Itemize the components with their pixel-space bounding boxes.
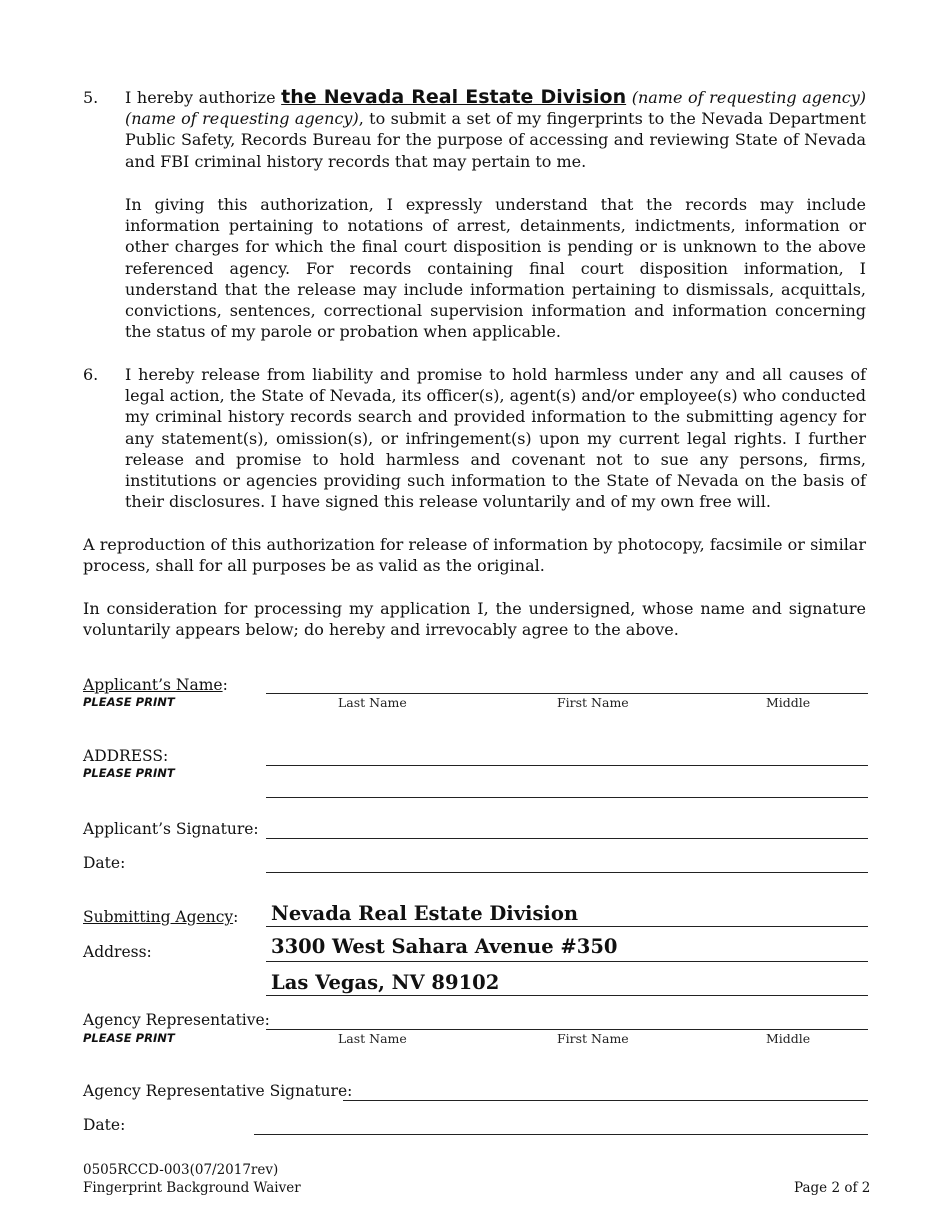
- agency-date-label: Date:: [83, 1116, 126, 1134]
- address-label: ADDRESS:: [83, 747, 169, 765]
- first-name-caption: First Name: [557, 695, 629, 710]
- form-code: 0505RCCD-003(07/2017rev): [83, 1162, 279, 1178]
- date-line[interactable]: [266, 872, 868, 873]
- consideration-paragraph: In consideration for processing my application I, the undersigned, whose name and signature voluntarily appears below; do hereby and irrevocably agree to the above.: [83, 599, 866, 640]
- last-name-caption: Last Name: [338, 695, 407, 710]
- agency-address-line-2: Las Vegas, NV 89102: [271, 971, 500, 994]
- address-line-1[interactable]: [266, 765, 868, 766]
- item-6-paragraph: I hereby release from liability and promise to hold harmless under any and all causes of legal action, the State of Nevada, its officer(s), agent(s) and/or employee(s) who conducted my criminal history records search and provided information to the submitting agency for any statement(s), omission(s), or infringement(s) upon my current legal rights. I further release and promise to hold harmless and covenant not to sue any persons, firms, institutions or agencies providing such information to the State of Nevada on the basis of their disclosures. I have signed this release voluntarily and of my own free will.: [125, 365, 866, 512]
- page-number: Page 2 of 2: [794, 1180, 871, 1196]
- agency-representative-line[interactable]: [266, 1029, 868, 1030]
- reproduction-paragraph: A reproduction of this authorization for release of information by photocopy, facsimile or similar process, shall for all purposes be as valid as the original.: [83, 535, 866, 576]
- agency-hint-2: (name of requesting agency): [125, 109, 359, 129]
- please-print-note-agency: PLEASE PRINT: [83, 1031, 175, 1045]
- item-5-paragraph-2: In giving this authorization, I expressly understand that the records may include information pertaining to notations of arrest, detainments, indictments, information or other charges for which the final court disposition is pending or is unknown to the above referenced agency. For records containing final court disposition information, I understand that the release may include information pertaining to dismissals, acquittals, convictions, sentences, correctional supervision information and information concerning the status of my parole or probation when applicable.: [125, 195, 866, 342]
- agency-address-line-1-rule: [266, 961, 868, 962]
- agency-representative-label: Agency Representative:: [83, 1011, 270, 1029]
- item-5-number: 5.: [83, 88, 99, 107]
- applicant-name-label: Applicant’s Name:: [83, 676, 228, 694]
- address-line-2[interactable]: [266, 797, 868, 798]
- agency-address-line-2-rule: [266, 995, 868, 996]
- item-5-lead: I hereby authorize: [125, 88, 276, 107]
- submitting-agency-label: Submitting Agency:: [83, 908, 239, 926]
- requesting-agency-name: the Nevada Real Estate Division: [281, 86, 627, 108]
- agency-middle-caption: Middle: [766, 1031, 811, 1046]
- submitting-agency-line: [266, 926, 868, 927]
- agency-address-line-1: 3300 West Sahara Avenue #350: [271, 935, 618, 958]
- applicant-signature-line[interactable]: [266, 838, 868, 839]
- item-5-rest: , to submit a set of my fingerprints to the Nevada Department Public Safety, Records Bureau for the purpose of accessing and reviewing State of Nevada and FBI criminal history records that may pertain to me.: [125, 109, 866, 171]
- date-label: Date:: [83, 854, 126, 872]
- agency-first-name-caption: First Name: [557, 1031, 629, 1046]
- submitting-agency-value: Nevada Real Estate Division: [271, 902, 579, 925]
- agency-representative-signature-line[interactable]: [343, 1100, 868, 1101]
- agency-representative-signature-label: Agency Representative Signature:: [83, 1082, 353, 1100]
- applicant-name-line[interactable]: [266, 693, 868, 694]
- please-print-note-address: PLEASE PRINT: [83, 766, 175, 780]
- item-6-number: 6.: [83, 365, 99, 384]
- middle-caption: Middle: [766, 695, 811, 710]
- agency-last-name-caption: Last Name: [338, 1031, 407, 1046]
- form-title: Fingerprint Background Waiver: [83, 1180, 301, 1196]
- item-5-paragraph: [125, 87, 866, 172]
- please-print-note: PLEASE PRINT: [83, 695, 175, 709]
- applicant-signature-label: Applicant’s Signature:: [83, 820, 259, 838]
- agency-hint-1: (name of requesting agency): [631, 88, 866, 107]
- agency-address-label: Address:: [83, 943, 152, 961]
- agency-date-line[interactable]: [254, 1134, 868, 1135]
